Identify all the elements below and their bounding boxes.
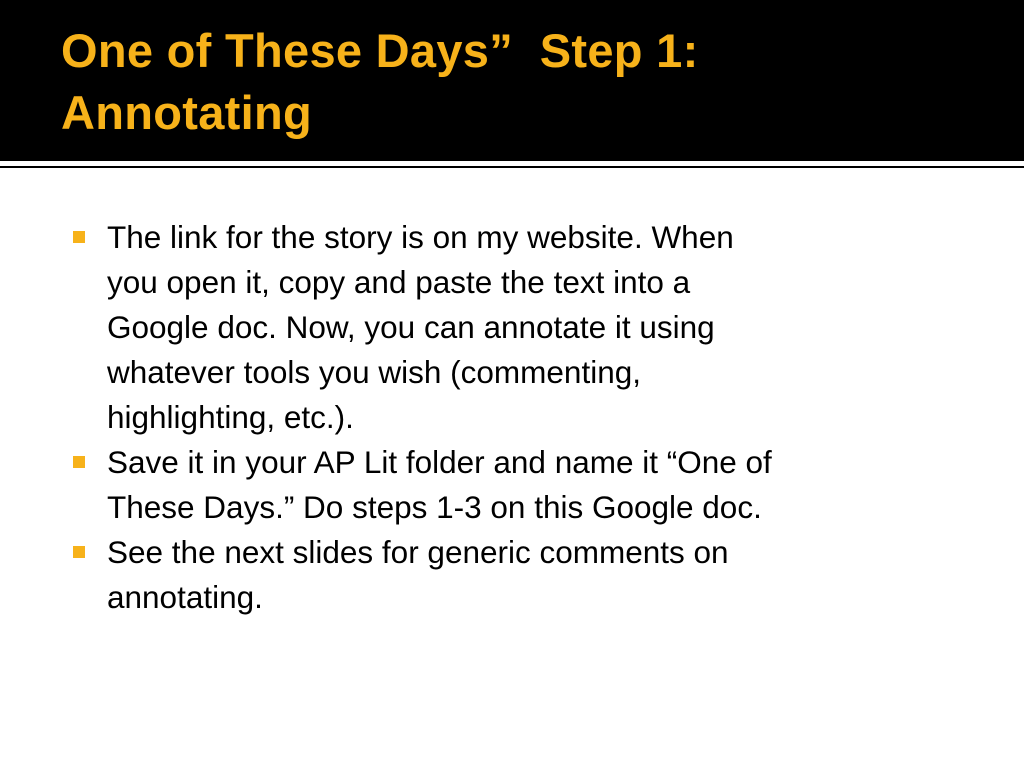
bullet-item-save [73,440,973,530]
bullet-text-line: Save it in your AP Lit folder and name it “One of [107,444,772,480]
bullet-square-icon [73,231,85,243]
slide-title [61,20,1001,144]
bullet-text-line: highlighting, etc.). [107,399,354,435]
divider-line [0,166,1024,168]
title-bar [0,0,1024,161]
bullet-text-line: The link for the story is on my website. When [107,219,734,255]
bullet-square-icon [73,546,85,558]
bullet-text-line: See the next slides for generic comments on [107,534,729,570]
bullet-text-line: you open it, copy and paste the text into a [107,264,691,300]
bullet-text-line: annotating. [107,579,263,615]
bullet-item-next-slides [73,530,973,620]
bullet-item-link [73,215,973,440]
bullet-text-line: whatever tools you wish (commenting, [107,354,641,390]
bullet-text-line: Google doc. Now, you can annotate it using [107,309,715,345]
bullet-list [73,215,973,620]
slide-title-line-1: One of These Days” Step 1: [61,24,699,77]
slide-title-line-2: Annotating [61,86,312,139]
bullet-square-icon [73,456,85,468]
bullet-text-line: These Days.” Do steps 1-3 on this Google doc. [107,489,762,525]
